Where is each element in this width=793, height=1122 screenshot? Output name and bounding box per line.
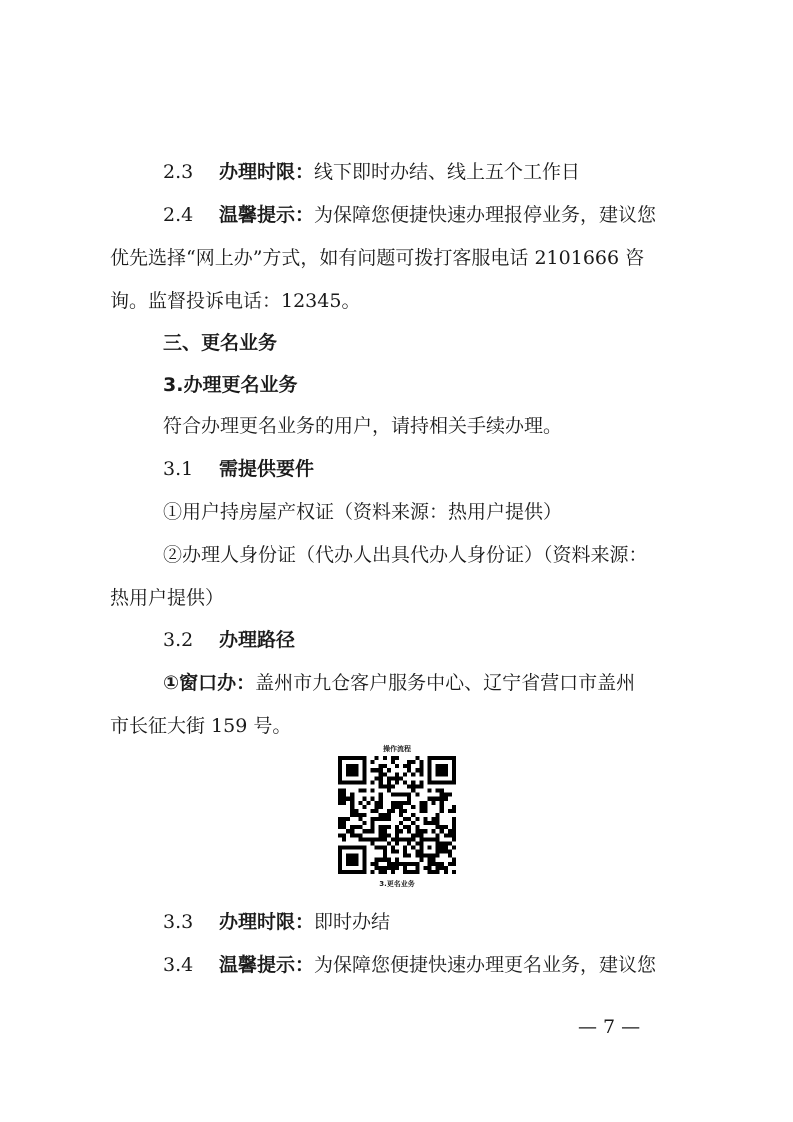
section-number: 2.3 xyxy=(163,161,194,183)
subsection-heading: 3.办理更名业务 xyxy=(163,374,298,396)
section-2-4 xyxy=(163,203,656,227)
qr-caption: 3.更名业务 xyxy=(379,880,415,888)
section-3-3 xyxy=(163,910,390,934)
qr-code xyxy=(338,756,456,878)
section-number: 3.2 xyxy=(163,629,194,651)
list-item: ①用户持房屋产权证（资料来源：热用户提供） xyxy=(163,501,563,523)
section-3-2 xyxy=(163,628,295,652)
section-number: 3.1 xyxy=(163,458,194,480)
section-label: 办理时限： xyxy=(219,911,315,933)
paragraph-line: 热用户提供） xyxy=(110,587,225,609)
section-number: 3.3 xyxy=(163,911,194,933)
paragraph-line: 优先选择“网上办”方式，如有问题可拨打客服电话 2101666 咨 xyxy=(110,247,645,269)
qr-caption: 操作流程 xyxy=(383,745,411,753)
list-item-label: ①窗口办： xyxy=(163,672,256,694)
section-3-1 xyxy=(163,457,314,481)
section-text: 线下即时办结、线上五个工作日 xyxy=(314,161,581,183)
section-text: 为保障您便捷快速办理报停业务，建议您 xyxy=(314,204,657,226)
qr-code-image xyxy=(338,756,456,874)
list-item-text: 盖州市九仓客户服务中心、辽宁省营口市盖州 xyxy=(255,672,636,694)
paragraph-line: 符合办理更名业务的用户，请持相关手续办理。 xyxy=(163,415,563,437)
section-label: 办理路径 xyxy=(219,629,296,651)
section-2-3 xyxy=(163,160,580,184)
section-heading: 三、更名业务 xyxy=(163,332,278,354)
section-text: 为保障您便捷快速办理更名业务，建议您 xyxy=(314,954,657,976)
list-item: ②办理人身份证（代办人出具代办人身份证）（资料来源： xyxy=(163,544,648,566)
section-label: 需提供要件 xyxy=(219,458,315,480)
paragraph-line: 市长征大街 159 号。 xyxy=(110,715,292,737)
section-text: 即时办结 xyxy=(314,911,391,933)
section-label: 温馨提示： xyxy=(219,204,315,226)
paragraph-line: 询。监督投诉电话：12345。 xyxy=(110,290,361,312)
section-label: 办理时限： xyxy=(219,161,315,183)
section-number: 3.4 xyxy=(163,954,194,976)
list-item xyxy=(163,671,635,695)
section-label: 温馨提示： xyxy=(219,954,315,976)
section-number: 2.4 xyxy=(163,204,194,226)
page-number: — 7 — xyxy=(578,1016,641,1038)
section-3-4 xyxy=(163,953,656,977)
